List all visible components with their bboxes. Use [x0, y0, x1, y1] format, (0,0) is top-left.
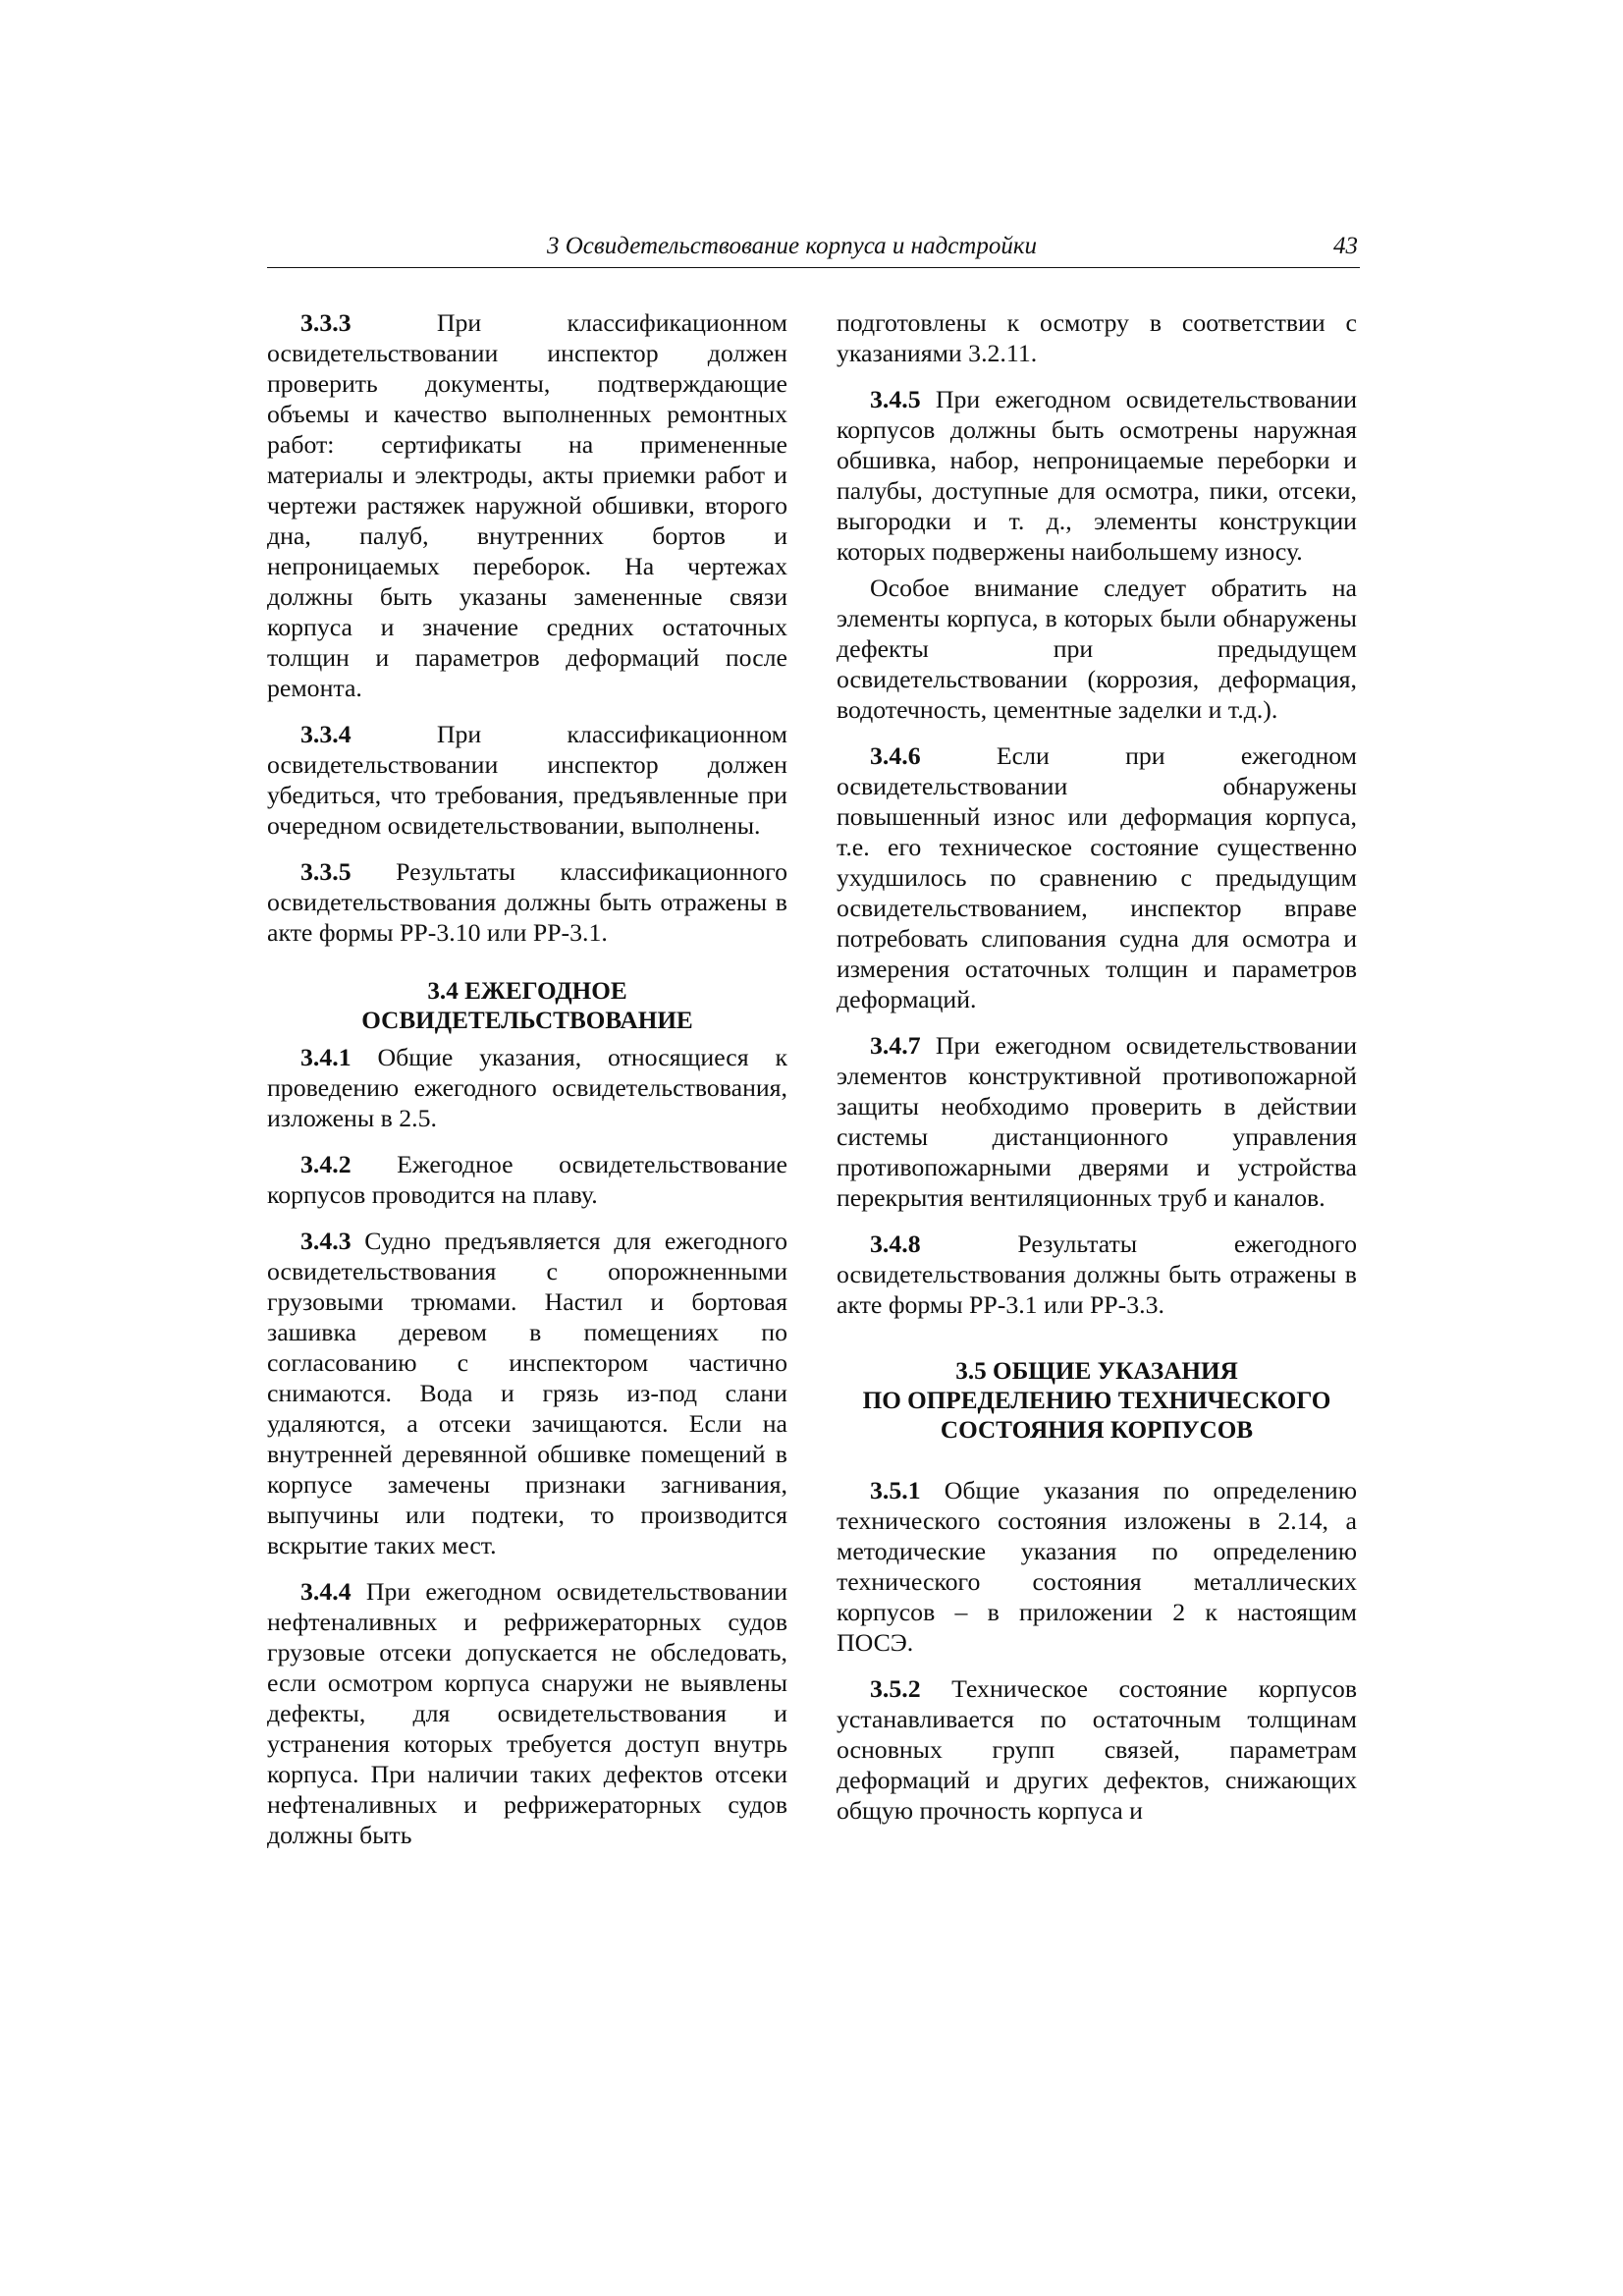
paragraph-text: При ежегодном освидетельствовании корпусов должны быть осмотрены наружная обшивка, набор, непроницаемые переборки и палубы, доступные для осмотра, пики, отсеки, выгородки и т. д., элементы конструкции которых подвержены наибольшему износу.	[837, 385, 1357, 566]
paragraph-text: Если при ежегодном освидетельствовании обнаружены повышенный износ или деформация корпуса, т.е. его техническое состояние существенно ухудшилось по сравнению с предыдущим освидетельствованием, инспектор вправе потребовать слипования судна для осмотра и измерения остаточных толщин и параметров деформаций.	[837, 741, 1358, 1013]
paragraph-3-4-5	[837, 384, 1357, 567]
paragraph-3-4-1	[267, 1042, 787, 1133]
clause-number: 3.4.4	[300, 1577, 352, 1606]
clause-number: 3.4.3	[300, 1227, 352, 1255]
page-number: 43	[1333, 233, 1358, 259]
section-heading-3-4	[267, 977, 787, 1036]
paragraph-text: Общие указания, относящиеся к проведению ежегодного освидетельствования, изложены в 2.5.	[267, 1043, 787, 1132]
paragraph-3-4-4-continued: подготовлены к осмотру в соответствии с указаниями 3.2.11.	[837, 308, 1357, 367]
heading-line: 3.5 ОБЩИЕ УКАЗАНИЯ	[955, 1358, 1238, 1385]
paragraph-3-4-5-second: Особое внимание следует обратить на элементы корпуса, в которых были обнаружены дефекты при предыдущем освидетельствовании (коррозия, деформация, водотечность, цементные заделки и т.д.).	[837, 574, 1357, 724]
paragraph-text: Техническое состояние корпусов устанавливается по остаточным толщинам основных групп связей, параметрам деформаций и других дефектов, снижающих общую прочность корпуса и	[837, 1674, 1358, 1825]
heading-line: 3.4 ЕЖЕГОДНОЕ	[427, 978, 627, 1005]
paragraph-3-3-4	[267, 719, 787, 841]
paragraph-3-4-7	[837, 1030, 1357, 1213]
running-header	[267, 232, 1360, 268]
left-column	[267, 307, 787, 1850]
clause-number: 3.4.2	[300, 1150, 352, 1178]
clause-number: 3.4.8	[870, 1230, 921, 1258]
paragraph-text: Ежегодное освидетельствование корпусов проводится на плаву.	[267, 1150, 788, 1209]
paragraph-3-4-3	[267, 1226, 787, 1560]
paragraph-3-4-4	[267, 1576, 787, 1850]
paragraph-text: При ежегодном освидетельствовании элементов конструктивной противопожарной защиты необходимо проверить в действии системы дистанционного управления противопожарными дверями и устройства перекрытия вентиляционных труб и каналов.	[837, 1031, 1357, 1212]
paragraph-3-5-1	[837, 1475, 1357, 1658]
section-heading-3-5	[837, 1357, 1357, 1446]
paragraph-text: При классификационном освидетельствовании инспектор должен проверить документы, подтверждающие объемы и качество выполненных ремонтных работ: сертификаты на примененные материалы и электроды, акты приемки работ и чертежи растяжек наружной обшивки, второго дна, палуб, внутренних бортов и непроницаемых переборок. На чертежах должны быть указаны замененные связи корпуса и значение средних остаточных толщин и параметров деформаций после ремонта.	[267, 308, 788, 702]
paragraph-text: При ежегодном освидетельствовании нефтеналивных и рефрижераторных судов грузовые отсеки допускается не обследовать, если осмотром корпуса снаружи не выявлены дефекты, для освидетельствования и устранения которых требуется доступ внутрь корпуса. При наличии таких дефектов отсеки нефтеналивных и рефрижераторных судов должны быть	[267, 1577, 787, 1849]
heading-line: ПО ОПРЕДЕЛЕНИЮ ТЕХНИЧЕСКОГО	[862, 1388, 1331, 1414]
heading-line: СОСТОЯНИЯ КОРПУСОВ	[940, 1417, 1254, 1444]
clause-number: 3.4.6	[870, 741, 921, 770]
paragraph-text: При классификационном освидетельствовании инспектор должен убедиться, что требования, предъявленные при очередном освидетельствовании, выполнены.	[267, 720, 788, 840]
clause-number: 3.3.4	[300, 720, 352, 748]
clause-number: 3.5.1	[870, 1476, 921, 1504]
clause-number: 3.3.3	[300, 308, 352, 337]
paragraph-3-4-6	[837, 740, 1357, 1014]
running-title: 3 Освидетельствование корпуса и надстройки	[547, 233, 1038, 259]
clause-number: 3.4.1	[300, 1043, 352, 1071]
paragraph-3-4-8	[837, 1229, 1357, 1320]
right-column	[837, 307, 1357, 1826]
heading-line: ОСВИДЕТЕЛЬСТВОВАНИЕ	[361, 1008, 693, 1034]
paragraph-text: Результаты классификационного освидетельствования должны быть отражены в акте формы РР-3.10 или РР-3.1.	[267, 857, 787, 947]
paragraph-3-3-3	[267, 307, 787, 703]
clause-number: 3.3.5	[300, 857, 352, 886]
paragraph-3-4-2	[267, 1149, 787, 1210]
clause-number: 3.4.7	[870, 1031, 921, 1060]
paragraph-3-5-2	[837, 1673, 1357, 1826]
clause-number: 3.4.5	[870, 385, 921, 413]
clause-number: 3.5.2	[870, 1674, 921, 1703]
paragraph-text: Судно предъявляется для ежегодного освидетельствования с опорожненными грузовыми трюмами. Настил и бортовая зашивка деревом в помещениях по согласованию с инспектором частично снимаются. Вода и грязь из-под слани удаляются, а отсеки зачищаются. Если на внутренней деревянной обшивке помещений в корпусе замечены признаки загнивания, выпучины или подтеки, то производится вскрытие таких мест.	[267, 1227, 787, 1559]
paragraph-3-3-5	[267, 856, 787, 948]
paragraph-text: Результаты ежегодного освидетельствования должны быть отражены в акте формы РР-3.1 или РР-3.3.	[837, 1230, 1357, 1319]
paragraph-text: Общие указания по определению технического состояния изложены в 2.14, а методические указания по определению технического состояния металлических корпусов – в приложении 2 к настоящим ПОСЭ.	[837, 1476, 1357, 1657]
